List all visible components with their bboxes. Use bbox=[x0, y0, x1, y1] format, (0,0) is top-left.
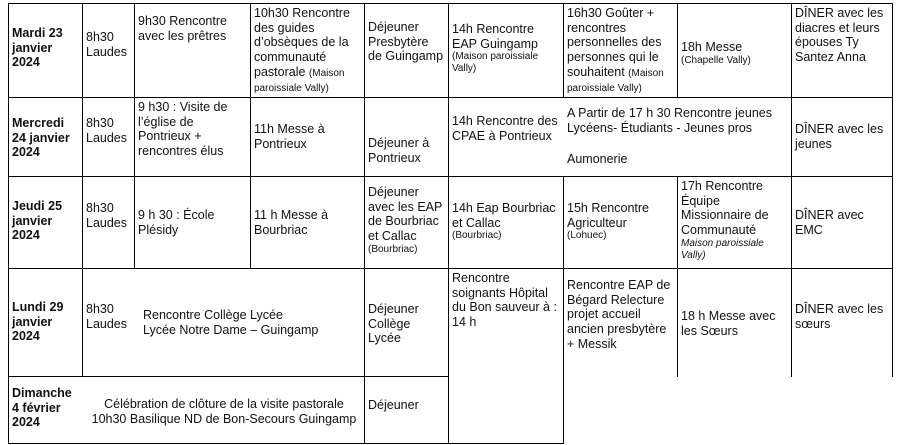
laudes-cell bbox=[83, 199, 133, 239]
event-cell bbox=[251, 4, 363, 96]
day-text: Mardi 23 janvier 2024 bbox=[12, 26, 63, 70]
event-cell bbox=[140, 306, 362, 346]
lunch-text: Déjeuner à Pontrieux bbox=[368, 136, 430, 165]
event-cell bbox=[449, 112, 562, 164]
location-note: (Chapelle Vally) bbox=[681, 54, 751, 66]
event-cell bbox=[135, 206, 249, 246]
event-text: Rencontre Collège Lycée bbox=[143, 308, 283, 322]
laudes-text: 8h30 Laudes bbox=[86, 302, 128, 331]
location-note: (Maison paroissiale Vally) bbox=[567, 67, 664, 94]
event-cell bbox=[449, 20, 562, 92]
event-cell bbox=[564, 104, 790, 140]
event-text: 14h Eap Bourbriac et Callac bbox=[452, 201, 556, 230]
lunch-cell bbox=[365, 134, 447, 168]
event-cell bbox=[564, 4, 676, 96]
event-text: 14h Rencontre EAP Guingamp bbox=[452, 22, 538, 51]
event-cell bbox=[251, 120, 363, 160]
dinner-text: DÎNER avec EMC bbox=[795, 208, 864, 237]
laudes-cell bbox=[83, 114, 133, 154]
event-note bbox=[564, 150, 790, 168]
dinner-cell bbox=[792, 120, 891, 160]
laudes-text: 8h30 Laudes bbox=[86, 30, 128, 59]
event-cell bbox=[564, 276, 676, 372]
event-cell bbox=[84, 395, 364, 431]
grid-line bbox=[892, 3, 893, 377]
event-cell bbox=[251, 206, 363, 246]
dinner-text: DÎNER avec les diacres et leurs épouses Ty Santez Anna bbox=[795, 6, 884, 64]
event-cell bbox=[449, 199, 562, 251]
dinner-cell bbox=[792, 300, 891, 352]
event-text: 11h Messe à Pontrieux bbox=[254, 122, 325, 151]
dinner-text: DÎNER avec les jeunes bbox=[795, 122, 884, 151]
event-text: 16h30 Goûter + rencontres personnelles des personnes qui le souhaitent bbox=[567, 6, 662, 79]
laudes-cell bbox=[83, 300, 133, 340]
event-cell bbox=[135, 98, 249, 168]
event-cell bbox=[678, 307, 790, 347]
lunch-cell bbox=[365, 18, 447, 88]
event-cell bbox=[564, 199, 676, 251]
event-cell bbox=[678, 38, 790, 78]
event-text: Lycée Notre Dame – Guingamp bbox=[143, 322, 319, 337]
event-text: 9h30 Rencontre avec les prêtres bbox=[138, 14, 227, 43]
event-text: 17h Rencontre Équipe Missionnaire de Communauté bbox=[681, 179, 769, 237]
event-cell bbox=[449, 269, 562, 339]
lunch-cell bbox=[365, 183, 447, 267]
laudes-cell bbox=[83, 28, 133, 68]
lunch-text: Déjeuner bbox=[368, 398, 419, 412]
event-text: 10h30 Basilique ND de Bon-Secours Guingamp bbox=[91, 411, 357, 426]
lunch-cell bbox=[365, 396, 447, 416]
event-text: Aumonerie bbox=[567, 152, 628, 166]
location-note: (Lohuec) bbox=[567, 230, 607, 242]
event-text: 9 h30 : Visite de l’église de Pontrieux + rencontres élus bbox=[138, 100, 228, 158]
dinner-text: DÎNER avec les sœurs bbox=[795, 302, 884, 331]
event-cell bbox=[678, 177, 790, 267]
event-text: A Partir de 17 h 30 Rencontre jeunes Lycéens- Étudiants - Jeunes pros bbox=[567, 106, 772, 135]
day-label bbox=[9, 384, 82, 442]
day-text: Mercredi 24 janvier 2024 bbox=[12, 116, 70, 160]
grid-line bbox=[8, 376, 448, 377]
day-text: Jeudi 25 janvier 2024 bbox=[12, 199, 63, 243]
event-text: Rencontre EAP de Bégard Relecture projet accueil ancien presbytère + Messik bbox=[567, 278, 671, 351]
day-text: Lundi 29 janvier 2024 bbox=[12, 300, 64, 344]
dinner-cell bbox=[792, 206, 891, 246]
lunch-text: Déjeuner Collège Lycée bbox=[368, 302, 419, 346]
lunch-cell bbox=[365, 300, 447, 352]
day-label bbox=[9, 298, 82, 358]
event-text: Rencontre soignants Hôpital du Bon sauveur à : 14 h bbox=[452, 271, 557, 329]
lunch-text: Déjeuner Presbytère de Guingamp bbox=[368, 20, 444, 64]
dinner-cell bbox=[792, 4, 891, 96]
day-label bbox=[9, 114, 82, 174]
location-note: (Maison paroissiale Vally) bbox=[254, 67, 345, 94]
location-note: (Bourbriac) bbox=[368, 243, 418, 255]
location-note: (Bourbriac) bbox=[452, 230, 502, 242]
laudes-text: 8h30 Laudes bbox=[86, 116, 128, 145]
day-label bbox=[9, 24, 82, 84]
event-text: 9 h 30 : École Plésidy bbox=[138, 208, 215, 237]
day-text: Dimanche 4 février 2024 bbox=[12, 386, 72, 430]
day-label bbox=[9, 197, 82, 257]
event-text: 15h Rencontre Agriculteur bbox=[567, 201, 650, 230]
event-text: 10h30 Rencontre des guides d’obsèques de la communauté pastorale bbox=[254, 6, 350, 79]
event-text: 11 h Messe à Bourbriac bbox=[254, 208, 329, 237]
event-text: 18h Messe bbox=[681, 40, 743, 54]
laudes-text: 8h30 Laudes bbox=[86, 201, 128, 230]
location-note: Maison paroissiale Vally) bbox=[681, 237, 764, 261]
grid-line bbox=[8, 3, 892, 4]
event-text: Célébration de clôture de la visite pastorale bbox=[104, 397, 344, 411]
event-text: 18 h Messe avec les Sœurs bbox=[681, 309, 776, 338]
location-note: (Maison paroissiale Vally) bbox=[452, 51, 539, 75]
event-cell bbox=[135, 12, 249, 92]
grid-line bbox=[8, 443, 563, 444]
lunch-text: Déjeuner avec les EAP de Bourbriac et Callac bbox=[368, 185, 443, 243]
event-text: 14h Rencontre des CPAE à Pontrieux bbox=[452, 114, 558, 143]
